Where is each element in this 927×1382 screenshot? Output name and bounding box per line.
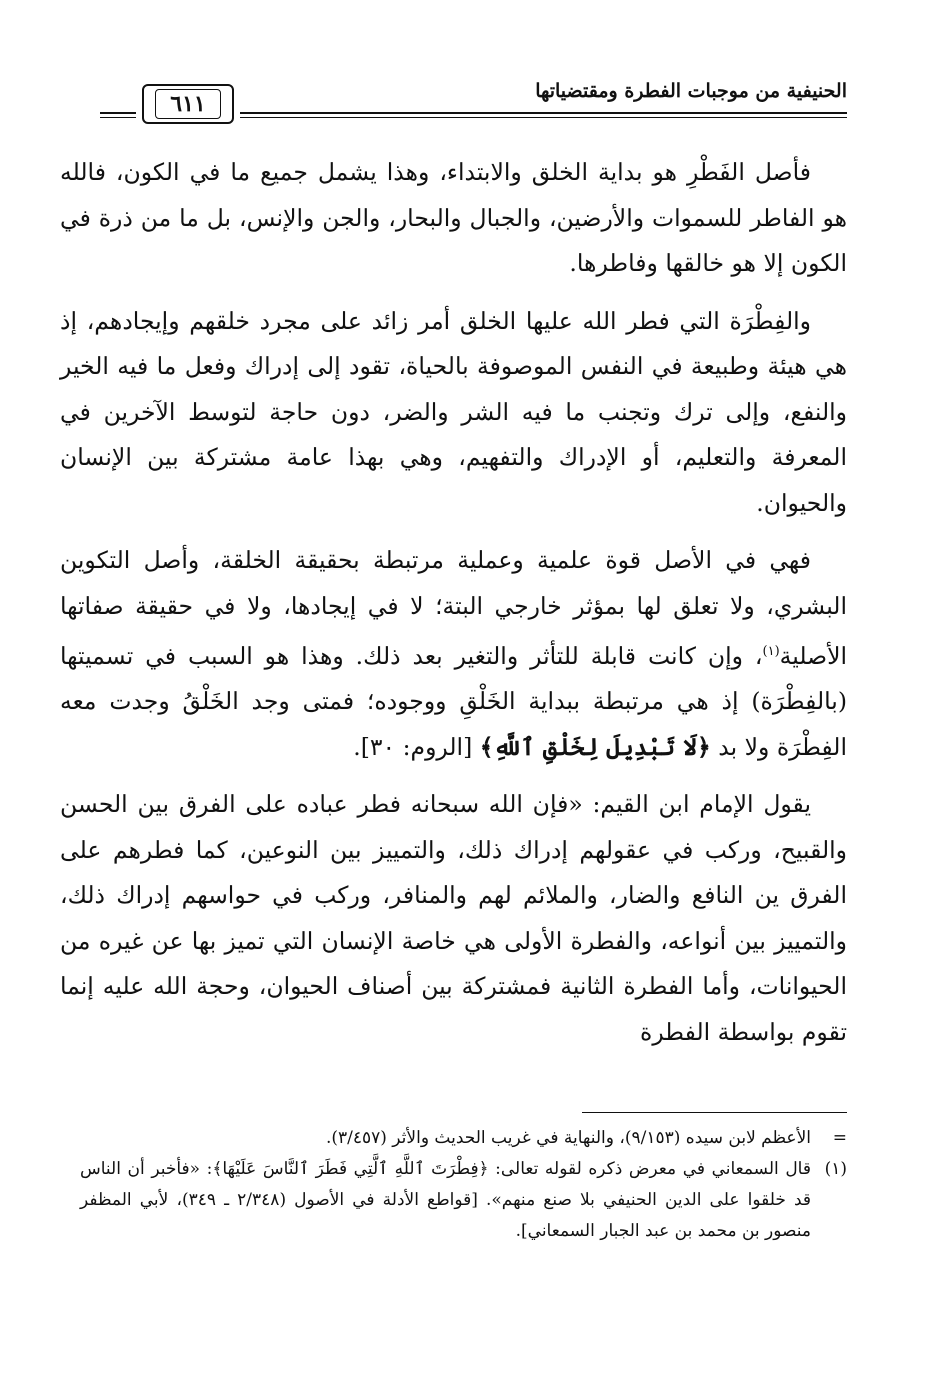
paragraph-4: يقول الإمام ابن القيم: «فإن الله سبحانه فطر عباده على الفرق بين الحسن والقبيح، وركب في عقولهم إدراك ذلك، والتمييز بين النوعين، كما فطرهم على الفرق ين النافع والضار، والملائم لهم والمنافر، وركب في حواسهم إدراك ذلك، والتمييز بين أنواعه، والفطرة الأولى هي خاصة الإنسان التي تميز بها عن غيره من الحيوانات، وأما الفطرة الثانية فمشتركة بين أصناف الحيوان، وحجة الله عليه إنما تقوم بواسطة الفطرة: [60, 790, 847, 1046]
running-title: الحنيفية من موجبات الفطرة ومقتضياتها: [535, 80, 847, 102]
page-header: [100, 74, 847, 134]
footnote-separator: [582, 1112, 847, 1113]
footnote-reference: (١): [762, 644, 780, 659]
header-rule-short: [100, 112, 136, 118]
footnote-mark: =: [832, 1128, 847, 1148]
verse-citation: [الروم: ٣٠].: [353, 732, 480, 761]
paragraph-2: والفِطْرَة التي فطر الله عليها الخلق أمر زائد على مجرد خلقهم وإيجادهم، إذ هي هيئة وطبيعة في النفس الموصوفة بالحياة، تقود إلى إدراك وفعل ما فيه الخير والنفع، وإلى ترك وتجنب ما فيه الشر والضر، دون حاجة لتوسط الآخرين في المعرفة والتعليم، أو الإدراك والتفهيم، وهي بهذا عامة مشتركة بين الإنسان والحيوان.: [60, 306, 847, 517]
footnote-mark: (١): [824, 1159, 847, 1179]
header-rule: [240, 112, 847, 118]
paragraph-3-part1: فهي في الأصل قوة علمية وعملية مرتبطة بحقيقة الخلقة، وأصل التكوين البشري، ولا تعلق لها بمؤثر خارجي البتة؛ لا في إيجادها، ولا في حقيقة صفاتها الأصلية: [60, 546, 847, 670]
paragraph-3: [60, 538, 847, 770]
quran-verse: ﴿لَا تَبْدِيلَ لِخَلْقِ ٱللَّهِ﴾: [479, 732, 711, 761]
footnote-1: [80, 1154, 847, 1247]
main-text: [60, 150, 847, 1067]
footnote-text: الأعظم لابن سيده (٩/١٥٣)، والنهاية في غريب الحديث والأثر (٣/٤٥٧).: [325, 1128, 811, 1148]
paragraph-1: فأصل الفَطْرِ هو بداية الخلق والابتداء، وهذا يشمل جميع ما في الكون، فالله هو الفاطر للسموات والأرضين، والجبال والبحار، والجن والإنس، بل ما من ذرة في الكون إلا هو خالقها وفاطرها.: [60, 158, 847, 277]
page-number-frame: [142, 84, 234, 124]
footnote-continued: [80, 1123, 847, 1154]
footnote-text: قال السمعاني في معرض ذكره لقوله تعالى: ﴿فِطْرَتَ ٱللَّهِ ٱلَّتِي فَطَرَ ٱلنَّاسَ عَلَيْهَا﴾: «فأخبر أن الناس قد خلقوا على الدين الحنيفي بلا صنع منهم». [قواطع الأدلة في الأصول (٢/٣٤٨ ـ ٣٤٩)، لأبي المظفر منصور بن محمد بن عبد الجبار السمعاني].: [80, 1159, 811, 1241]
page-number: ٦١١: [155, 89, 220, 119]
paragraph-3-part2: ، وإن كانت قابلة للتأثر والتغير بعد ذلك. وهذا هو السبب في تسميتها (بالفِطْرَة) إذ هي مرتبطة ببداية الخَلْقِ ووجوده؛ فمتى وجد الخَلْقُ وجدت معه الفِطْرَة ولا بد: [60, 641, 847, 761]
footnotes: [80, 1112, 847, 1247]
